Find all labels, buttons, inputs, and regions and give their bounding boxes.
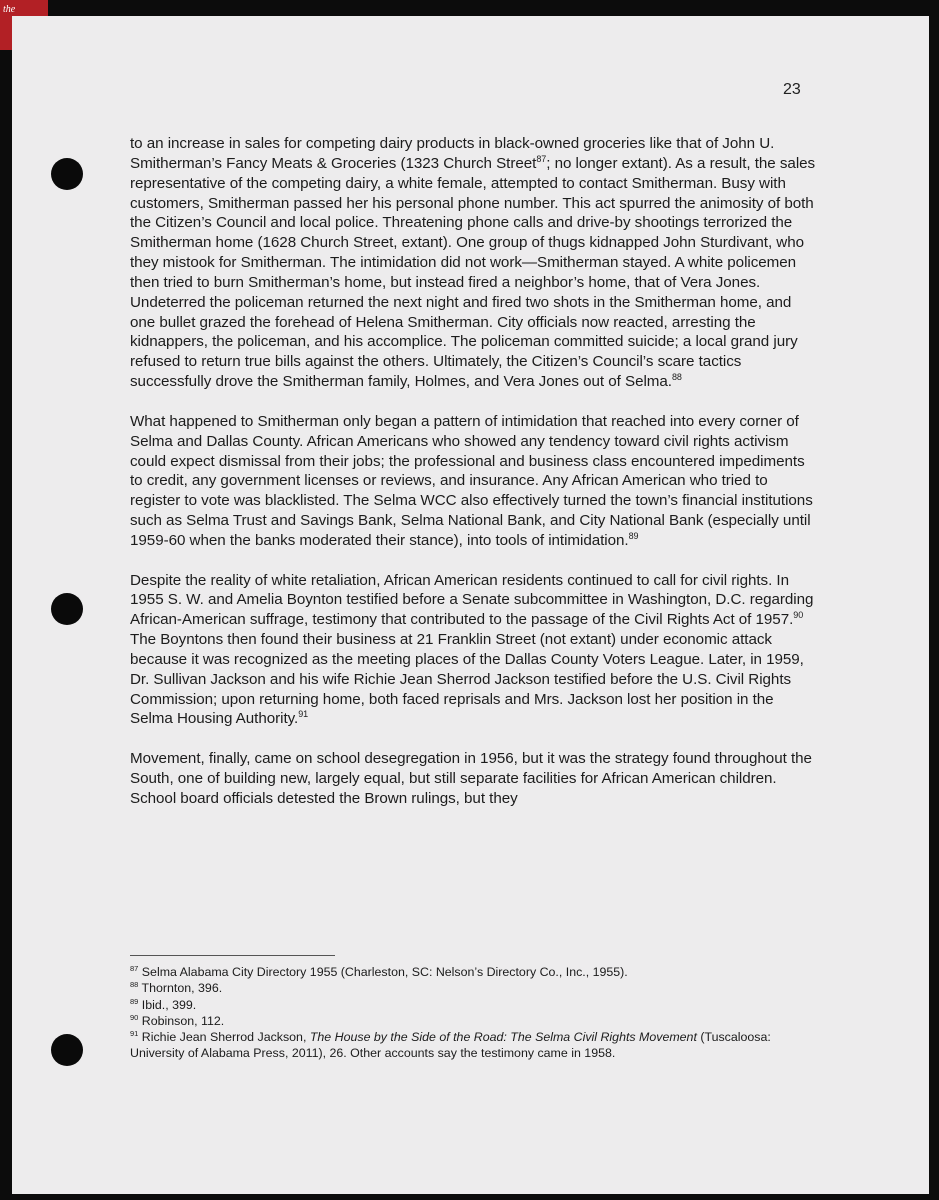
- paragraph: [130, 749, 820, 809]
- punch-hole-icon: [51, 1034, 83, 1066]
- footnote-number: 88: [130, 980, 139, 990]
- footnote-text: (Tuscaloosa: University of Alabama Press, 2011), 26. Other accounts say the testimony came in 1958.: [130, 1030, 771, 1061]
- footnote: [130, 997, 820, 1013]
- paragraph-text: ; no longer extant). As a result, the sales representative of the competing dairy, a white female, attempted to contact Smitherman. Busy with customers, Smitherman passed her his personal phone number. This act spurred the animosity of both the Citizen’s Council and local police. Threatening phone calls and drive-by shootings terrorized the Smitherman home (1628 Church Street, extant). One group of thugs kidnapped John Sturdivant, who they mistook for Smitherman. The intimidation did not work—Smitherman stayed. A white policemen then tried to burn Smitherman’s home, but instead fired a neighbor’s home, that of Vera Jones. Undeterred the policeman returned the next night and fired two shots in the Smitherman home, and one bullet grazed the forehead of Helena Smitherman. City officials now reacted, arresting the kidnappers, the policeman, and his accomplice. The policeman committed suicide; a local grand jury refused to return true bills against the others. Ultimately, the Citizen’s Council’s scare tactics successfully drove the Smitherman family, Holmes, and Vera Jones out of Selma.: [130, 154, 816, 391]
- footnote-ref[interactable]: 88: [671, 372, 682, 383]
- punch-hole-icon: [51, 593, 83, 625]
- footnote: [130, 1013, 820, 1029]
- paragraph-text: to an increase in sales for competing dairy products in black-owned groceries like that of John U. Smitherman’s Fancy Meats & Groceries (1323 Church Street: [130, 135, 775, 172]
- paragraph-text: The Boyntons then found their business at 21 Franklin Street (not extant) under economic attack because it was recognized as the meeting places of the Dallas County Voters League. Later, in 1959, Dr. Sullivan Jackson and his wife Richie Jean Sherrod Jackson testified before the U.S. Civil Rights Commission; upon returning home, both faced reprisals and Mrs. Jackson lost her position in the Selma Housing Authority.: [130, 631, 804, 728]
- footnote-number: 91: [130, 1029, 139, 1039]
- footnote: [130, 980, 820, 996]
- body-text: [130, 134, 820, 829]
- footnote-number: 87: [130, 963, 139, 973]
- footnote-ref[interactable]: 89: [628, 530, 639, 541]
- footnotes: [130, 964, 820, 1062]
- document-page: [12, 16, 929, 1194]
- paragraph-text: What happened to Smitherman only began a pattern of intimidation that reached into every corner of Selma and Dallas County. African Americans who showed any tendency toward civil rights activism could expect dismissal from their jobs; the professional and business class encountered impediments to credit, any government licenses or reviews, and insurance. Any African American who tried to register to vote was blacklisted. The Selma WCC also effectively turned the town’s financial institutions such as Selma Trust and Savings Bank, Selma National Bank, and City National Bank (especially until 1959-60 when the banks moderated their stance), into tools of intimidation.: [130, 412, 813, 549]
- footnote: [130, 964, 820, 980]
- paragraph: [130, 412, 820, 551]
- footnote-number: 89: [130, 996, 139, 1006]
- footnote-divider: [130, 955, 335, 956]
- footnote-ref[interactable]: 87: [536, 153, 547, 164]
- footnote-text: Robinson, 112.: [138, 1013, 225, 1028]
- footnote-text: Thornton, 396.: [138, 981, 223, 996]
- punch-hole-icon: [51, 158, 83, 190]
- page-number: 23: [783, 81, 801, 98]
- footnote: [130, 1029, 820, 1062]
- footnote-text: Richie Jean Sherrod Jackson,: [138, 1030, 310, 1045]
- paragraph-text: Despite the reality of white retaliation, African American residents continued to call for civil rights. In 1955 S. W. and Amelia Boynton testified before a Senate subcommittee in Washington, D.C. regarding African-American suffrage, testimony that contributed to the passage of the Civil Rights Act of 1957.: [130, 571, 814, 629]
- book-title: The House by the Side of the Road: The Selma Civil Rights Movement: [309, 1030, 697, 1045]
- footnote-text: Selma Alabama City Directory 1955 (Charleston, SC: Nelson’s Directory Co., Inc., 1955).: [138, 965, 628, 979]
- logo-the: the: [3, 4, 16, 15]
- footnote-text: Ibid., 399.: [138, 997, 197, 1012]
- footnote-number: 90: [130, 1012, 139, 1022]
- paragraph-text: Movement, finally, came on school desegregation in 1956, but it was the strategy found throughout the South, one of building new, largely equal, but still separate facilities for African American children. School board officials detested the Brown rulings, but they: [130, 750, 812, 807]
- footnote-ref[interactable]: 90: [793, 610, 804, 621]
- paragraph: [130, 134, 820, 392]
- footnote-ref[interactable]: 91: [298, 709, 309, 720]
- paragraph: [130, 571, 820, 730]
